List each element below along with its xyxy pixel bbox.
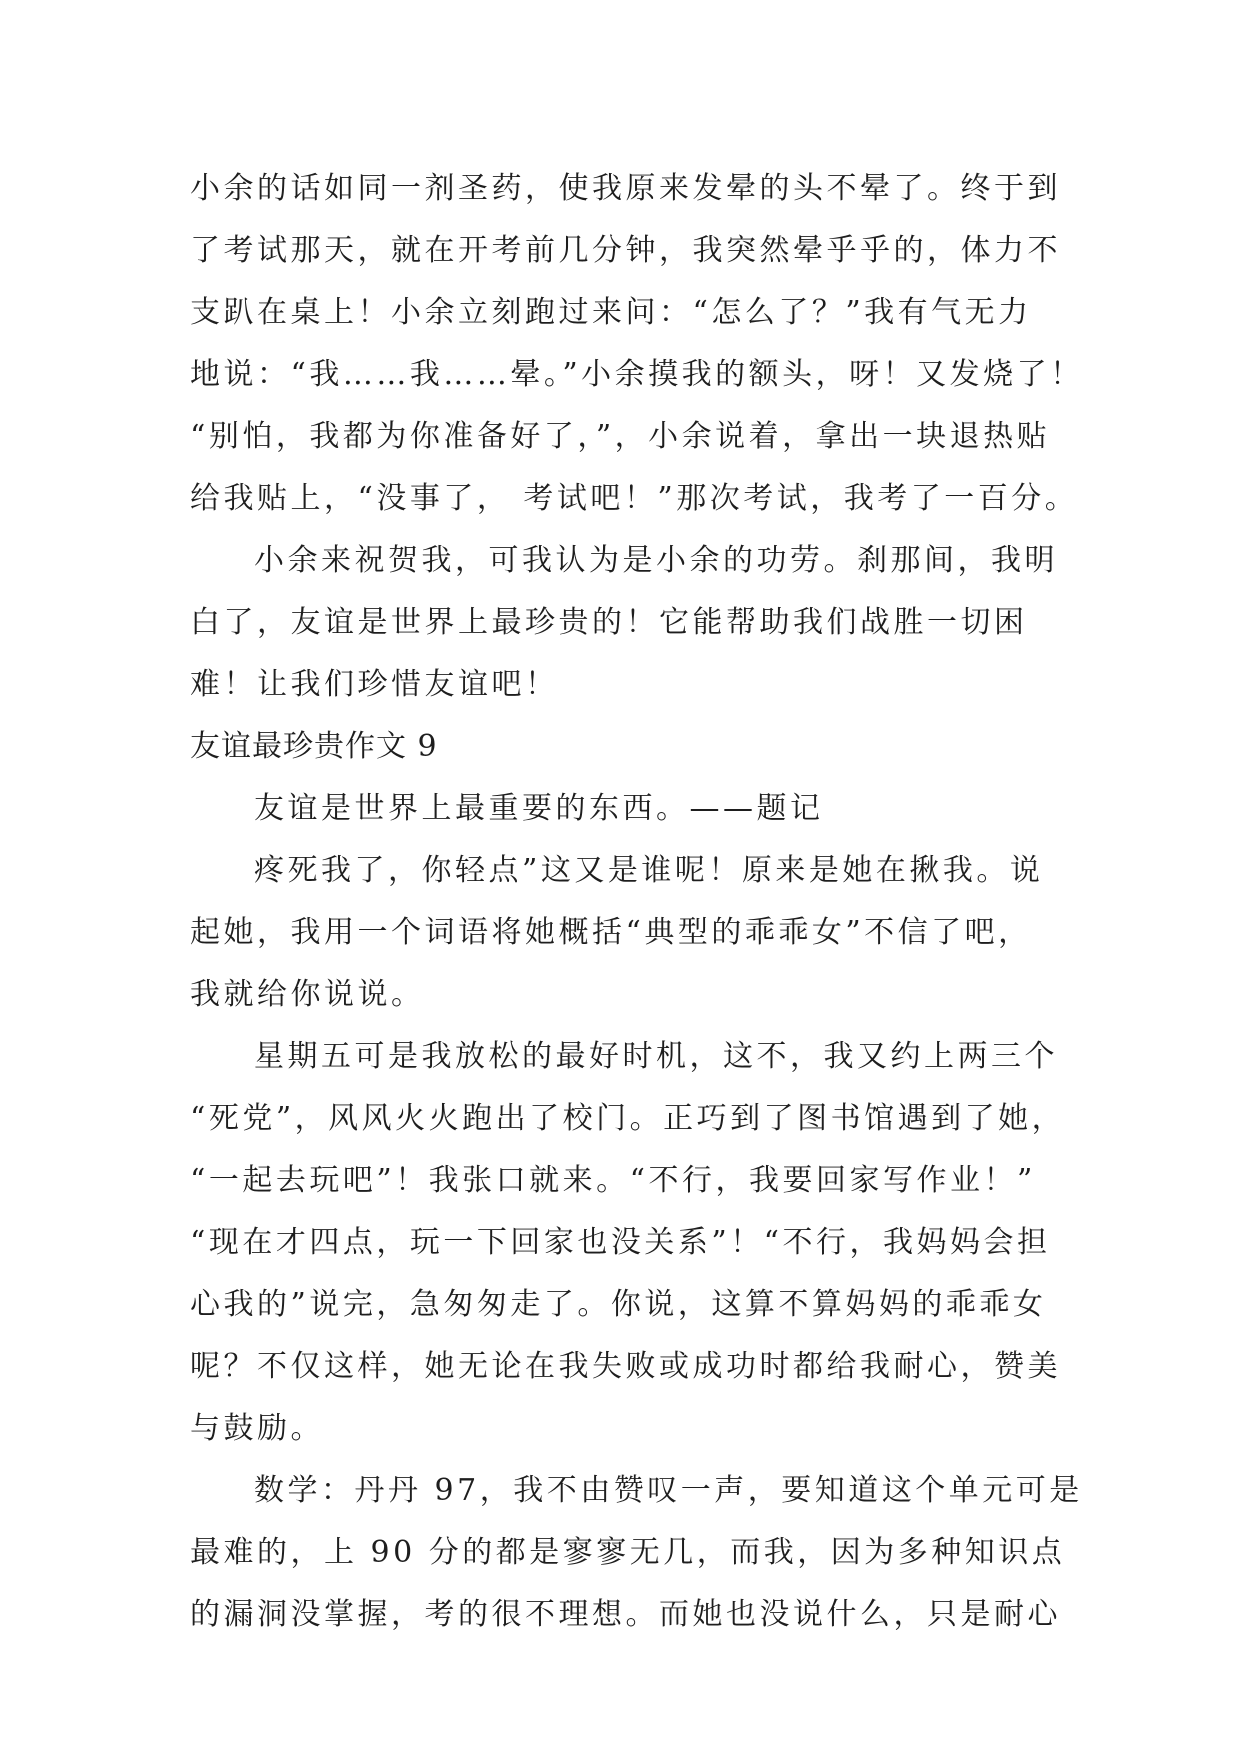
text-line: 了考试那天，就在开考前几分钟，我突然晕乎乎的，体力不: [190, 233, 1061, 268]
text-line: 的漏洞没掌握，考的很不理想。而她也没说什么，只是耐心: [190, 1597, 1061, 1632]
text-line: 白了，友谊是世界上最珍贵的！它能帮助我们战胜一切困: [190, 605, 1028, 640]
document-body: [190, 158, 1084, 1646]
text-line: “现在才四点，玩一下回家也没关系”！“不行，我妈妈会担: [190, 1225, 1051, 1260]
text-line: 难！让我们珍惜友谊吧！: [190, 667, 559, 702]
text-line: “一起去玩吧”！我张口就来。“不行，我要回家写作业！”: [190, 1163, 1036, 1198]
text-line: 与鼓励。: [190, 1411, 324, 1446]
text-line: 我就给你说说。: [190, 977, 425, 1012]
text-line: 数学：丹丹 97，我不由赞叹一声，要知道这个单元可是: [254, 1473, 1083, 1508]
text-line: 最难的，上 90 分的都是寥寥无几，而我，因为多种知识点: [190, 1535, 1066, 1570]
text-line: 地说：“我……我……晕。”小余摸我的额头，呀！又发烧了！: [190, 357, 1084, 392]
text-line: 星期五可是我放松的最好时机，这不，我又约上两三个: [254, 1039, 1058, 1074]
section-heading: 友谊最珍贵作文 9: [190, 729, 438, 764]
text-line: 小余的话如同一剂圣药，使我原来发晕的头不晕了。终于到: [190, 171, 1061, 206]
text-line: “别怕，我都为你准备好了，”，小余说着，拿出一块退热贴: [190, 419, 1051, 454]
text-line: 疼死我了，你轻点”这又是谁呢！原来是她在揪我。说: [254, 853, 1044, 888]
text-line: 给我贴上，“没事了， 考试吧！”那次考试，我考了一百分。: [190, 481, 1079, 516]
text-line: 呢？不仅这样，她无论在我失败或成功时都给我耐心，赞美: [190, 1349, 1061, 1384]
text-line: “死党”，风风火火跑出了校门。正巧到了图书馆遇到了她，: [190, 1101, 1066, 1136]
text-line: 友谊是世界上最重要的东西。——题记: [254, 791, 824, 826]
text-line: 支趴在桌上！小余立刻跑过来问：“怎么了？”我有气无力: [190, 295, 1032, 330]
text-line: 小余来祝贺我，可我认为是小余的功劳。刹那间，我明: [254, 543, 1058, 578]
text-line: 心我的”说完，急匆匆走了。你说，这算不算妈妈的乖乖女: [190, 1287, 1047, 1322]
text-line: 起她，我用一个词语将她概括“典型的乖乖女”不信了吧，: [190, 915, 1032, 950]
